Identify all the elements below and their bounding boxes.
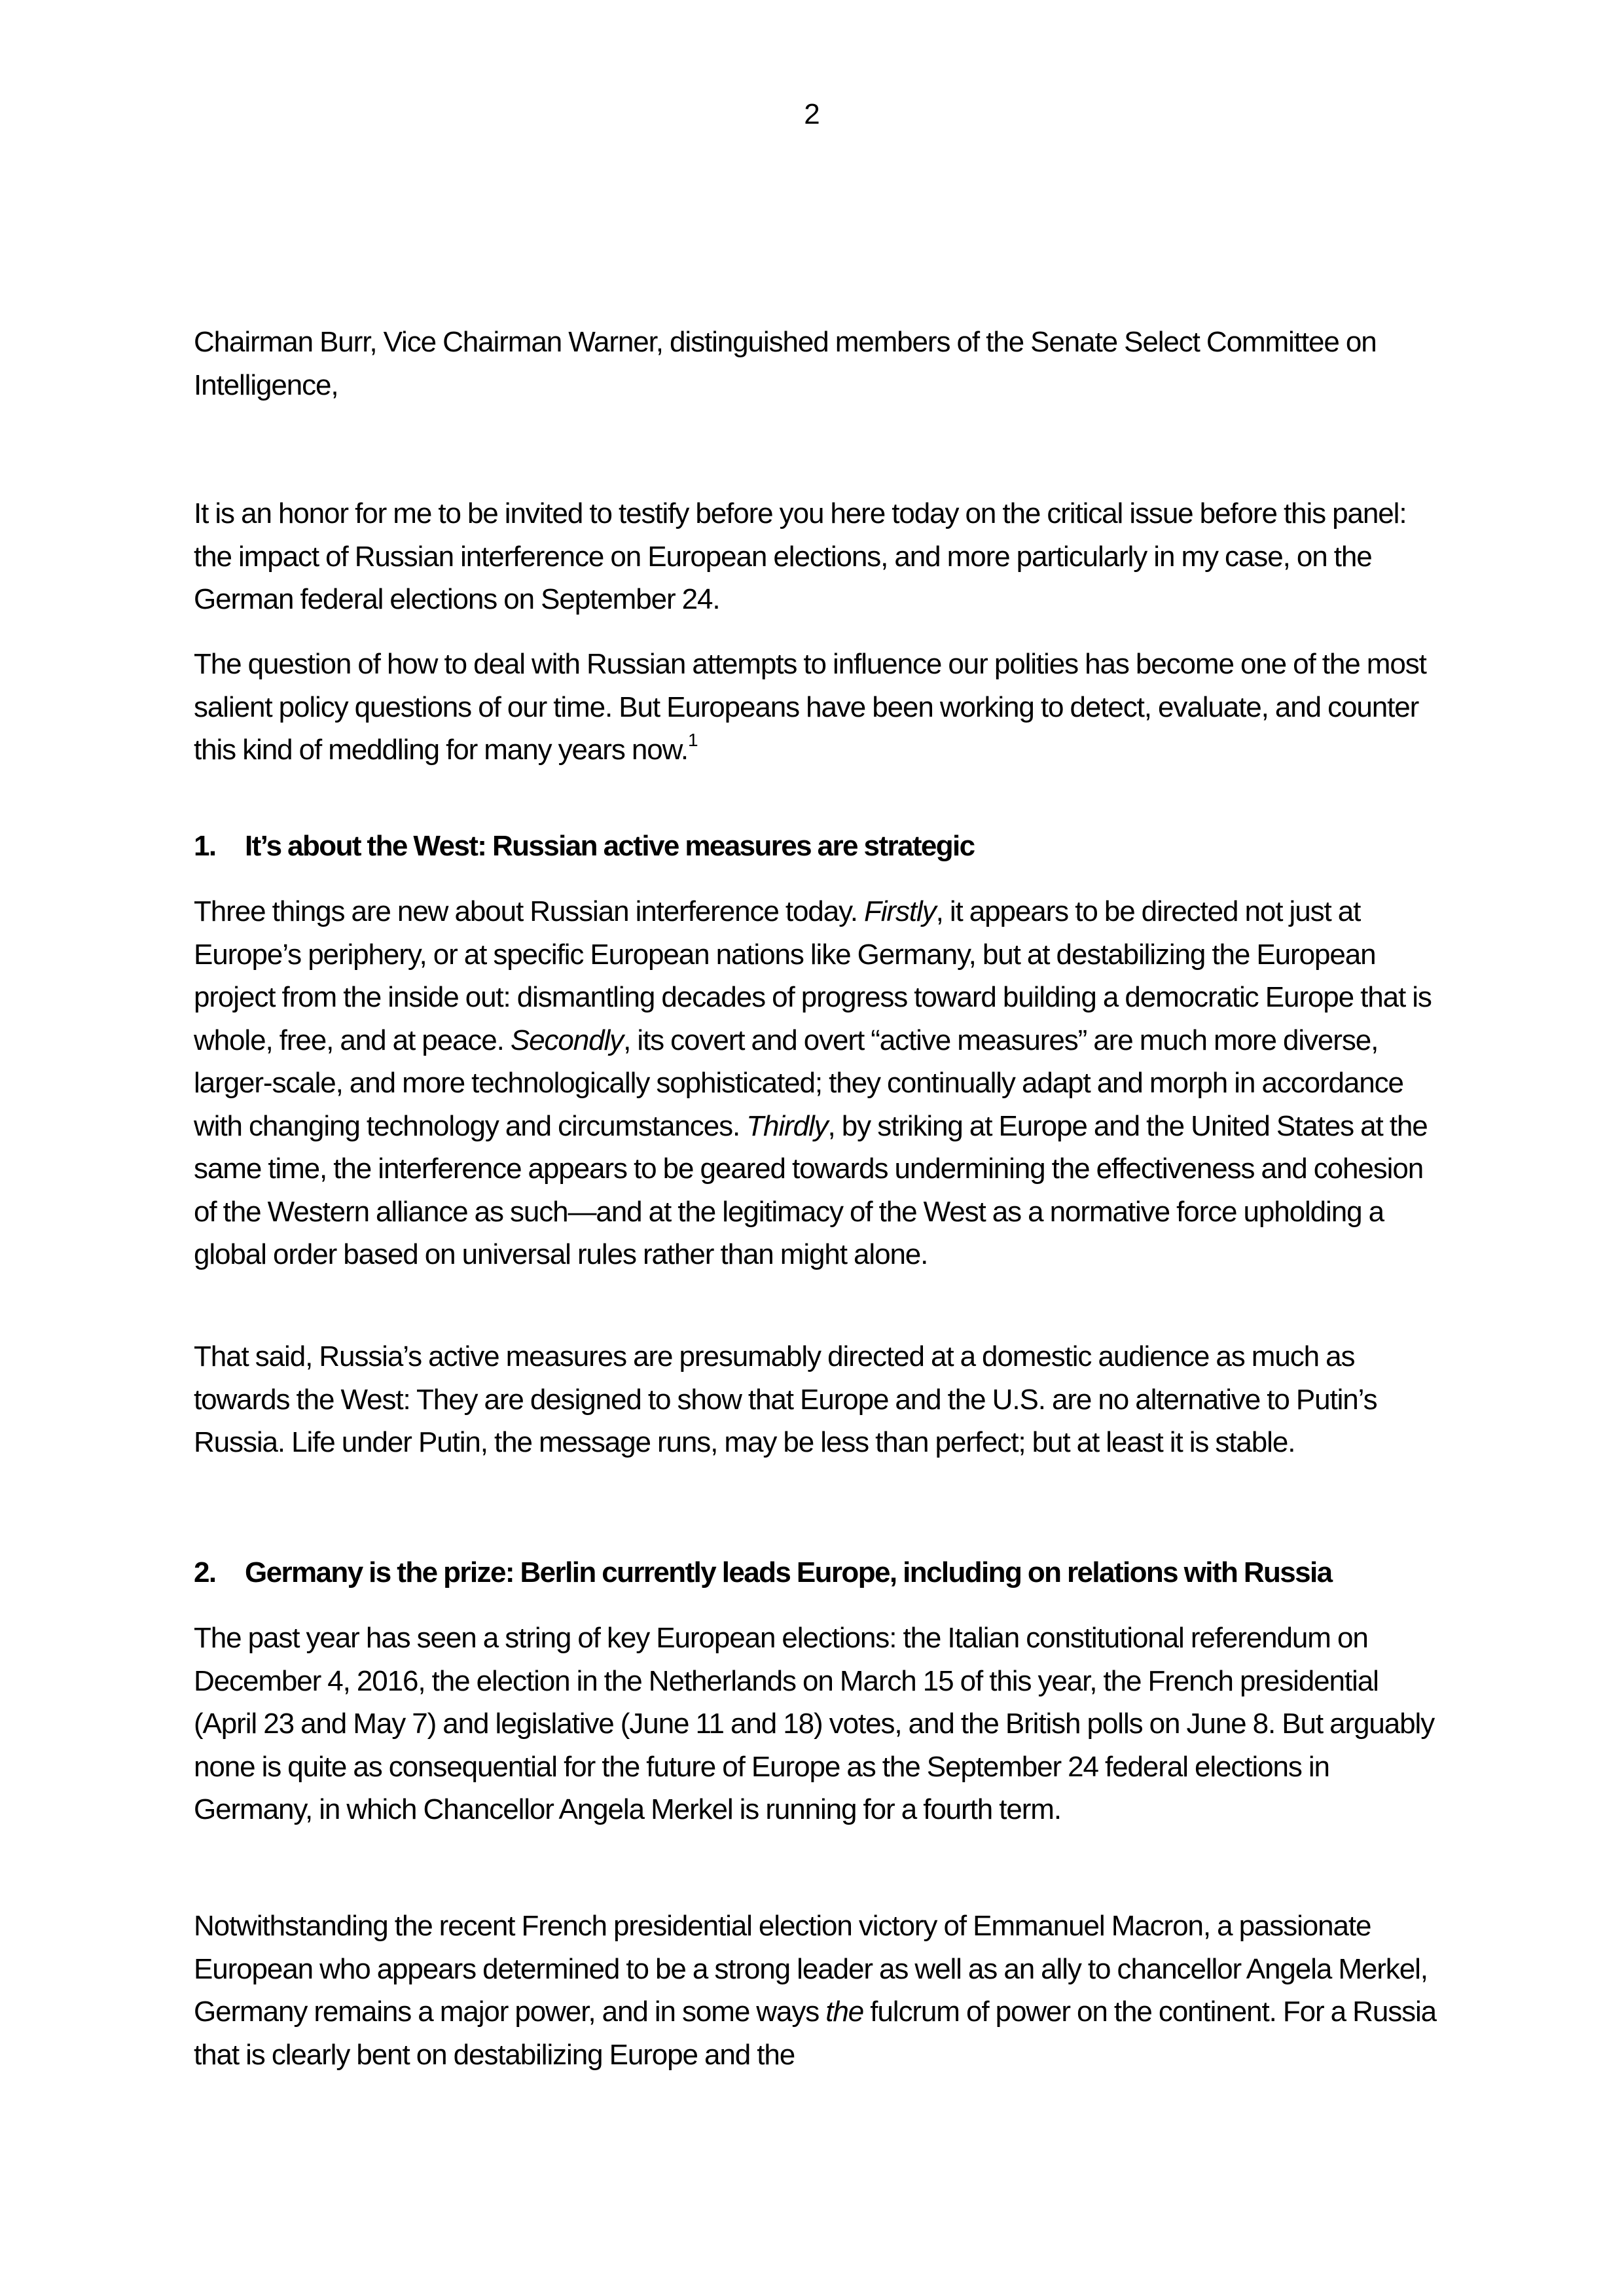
salutation: Chairman Burr, Vice Chairman Warner, distinguished members of the Senate Select Committee on Intelligence, (194, 326, 1377, 401)
section-2-paragraph-2 (194, 1905, 1437, 2076)
footnote-reference[interactable]: 1 (687, 730, 698, 751)
intro-paragraph-2 (194, 643, 1437, 772)
section-1-paragraph-1 (194, 890, 1437, 1276)
intro-paragraph-2-text: The question of how to deal with Russian attempts to influence our polities has become one of the most salient policy questions of our time. But Europeans have been working to detect, evaluate, and counter this kind of meddling for many years now. (194, 648, 1426, 766)
text-run: , it appears to be directed not just at Europe’s periphery, or at specific European nations like Germany, but at destabilizing the European project from the inside out: dismantling decades of progress toward building a democratic Europe that is whole, free, and at peace. (194, 895, 1432, 1056)
text-run: , by striking at Europe and the United States at the same time, the interference appears to be geared towards undermining the effectiveness and cohesion of the Western alliance as such—and at the legitimacy of the West as a normative force upholding a global order based on universal rules rather than might alone. (194, 1109, 1428, 1270)
section-2-number: 2. (194, 1556, 216, 1588)
section-1-number: 1. (194, 830, 216, 862)
section-2-title: Germany is the prize: Berlin currently leads Europe, including on relations with Russia (245, 1556, 1332, 1588)
text-run: , its covert and overt “active measures” are much more diverse, larger-scale, and more technologically sophisticated; they continually adapt and morph in accordance with changing technology and circumstances. (194, 1024, 1403, 1142)
page-number: 2 (804, 98, 820, 130)
section-1-title: It’s about the West: Russian active measures are strategic (245, 830, 975, 862)
text-run: Notwithstanding the recent French presidential election victory of Emmanuel Macron, a passionate European who appears determined to be a strong leader as well as an ally to chancellor Angela Merkel, Germany remains a major power, and in some ways (194, 1910, 1428, 2028)
emphasis-the: the (825, 1996, 864, 2028)
section-2-paragraph-1: The past year has seen a string of key European elections: the Italian constitutional referendum on December 4, 2016, the election in the Netherlands on March 15 of this year, the French presidential (April 23 and May 7) and legislative (June 11 and 18) votes, and the British polls on June 8. But arguably none is quite as consequential for the future of Europe as the September 24 federal elections in Germany, in which Chancellor Angela Merkel is running for a fourth term. (194, 1622, 1435, 1825)
text-run: fulcrum of power on the continent. For a Russia that is clearly bent on destabilizing Europe and the (194, 1996, 1437, 2071)
section-1-heading (194, 825, 1464, 868)
emphasis-thirdly: Thirdly (746, 1109, 828, 1142)
text-run: Three things are new about Russian interference today. (194, 895, 864, 927)
intro-paragraph-1: It is an honor for me to be invited to testify before you here today on the critical issue before this panel: the impact of Russian interference on European elections, and more particularly in my case, on the German federal elections on September 24. (194, 497, 1407, 615)
emphasis-firstly: Firstly (863, 895, 936, 927)
section-2-heading (194, 1551, 1464, 1594)
section-1-paragraph-2: That said, Russia’s active measures are presumably directed at a domestic audience as much as towards the West: They are designed to show that Europe and the U.S. are no alternative to Putin’s Russia. Life under Putin, the message runs, may be less than perfect; but at least it is stable. (194, 1340, 1377, 1458)
emphasis-secondly: Secondly (510, 1024, 624, 1056)
